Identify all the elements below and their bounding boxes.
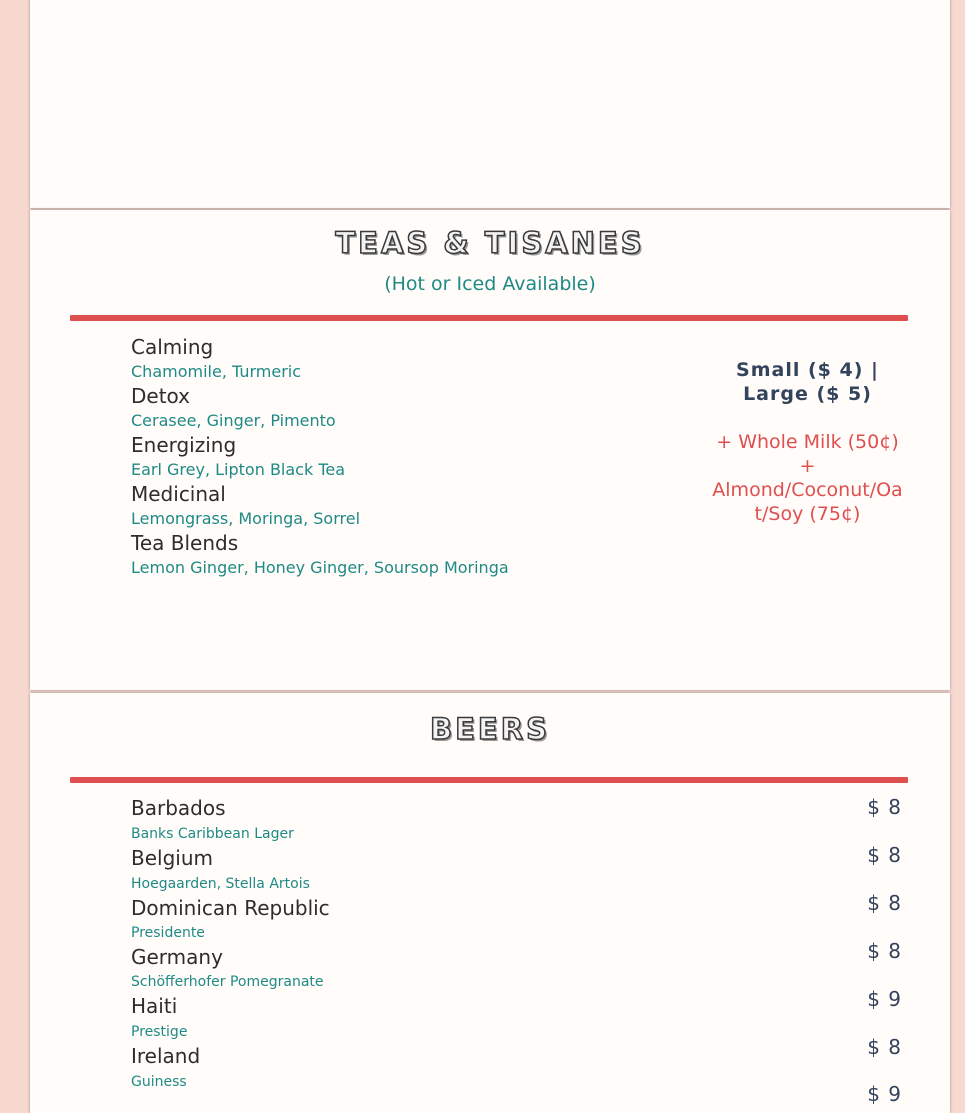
tea-item-desc: Cerasee, Ginger, Pimento [131, 411, 336, 430]
teas-title: TEAS & TISANES [335, 226, 645, 260]
beer-item-name: Dominican Republic [131, 896, 330, 920]
tea-addon-plus: + [799, 455, 816, 477]
tea-item-name: Energizing [131, 433, 237, 457]
tea-item-name: Tea Blends [131, 531, 239, 555]
beer-item-price: $ 8 [867, 1035, 902, 1059]
tea-item-name: Medicinal [131, 482, 226, 506]
tea-item-desc: Chamomile, Turmeric [131, 362, 302, 381]
beer-item-name: Belgium [131, 846, 213, 870]
teas-divider [70, 315, 908, 321]
tea-addon-alt-milk: Almond/Coconut/Oat/Soy (75¢) [712, 479, 903, 525]
tea-item-desc: Earl Grey, Lipton Black Tea [131, 460, 346, 479]
beer-item-price: $ 9 [867, 987, 902, 1011]
beer-item-desc: Guiness [131, 1074, 187, 1090]
beer-item-desc: Hoegaarden, Stella Artois [131, 876, 310, 892]
tea-item-desc: Lemon Ginger, Honey Ginger, Soursop Moringa [131, 558, 509, 577]
teas-subtitle: (Hot or Iced Available) [384, 273, 596, 295]
teas-section [30, 210, 950, 690]
beer-item-name: Haiti [131, 994, 178, 1018]
beers-section [30, 693, 950, 1113]
beer-item-desc: Banks Caribbean Lager [131, 826, 294, 842]
beer-item-name: Germany [131, 945, 223, 969]
tea-addon-whole-milk: + Whole Milk (50¢) [716, 431, 899, 453]
beers-divider [70, 777, 908, 783]
beer-item-name: Ireland [131, 1044, 201, 1068]
tea-item-desc: Lemongrass, Moringa, Sorrel [131, 509, 361, 528]
beer-item-desc: Schöfferhofer Pomegranate [131, 974, 324, 990]
beer-item-price: $ 8 [867, 891, 902, 915]
tea-size-price-small: Small ($ 4) | [736, 359, 879, 381]
beer-item-price: $ 8 [867, 795, 902, 819]
beer-item-price: $ 9 [867, 1082, 902, 1106]
tea-item-name: Detox [131, 384, 191, 408]
tea-item-name: Calming [131, 335, 214, 359]
beer-item-price: $ 8 [867, 939, 902, 963]
beer-item-name: Barbados [131, 796, 226, 820]
tea-size-price-large: Large ($ 5) [743, 383, 872, 405]
beer-item-price: $ 8 [867, 843, 902, 867]
beer-item-desc: Prestige [131, 1024, 188, 1040]
menu-panel-top [30, 0, 950, 208]
beer-item-desc: Presidente [131, 925, 205, 941]
beers-title: BEERS [430, 712, 550, 746]
